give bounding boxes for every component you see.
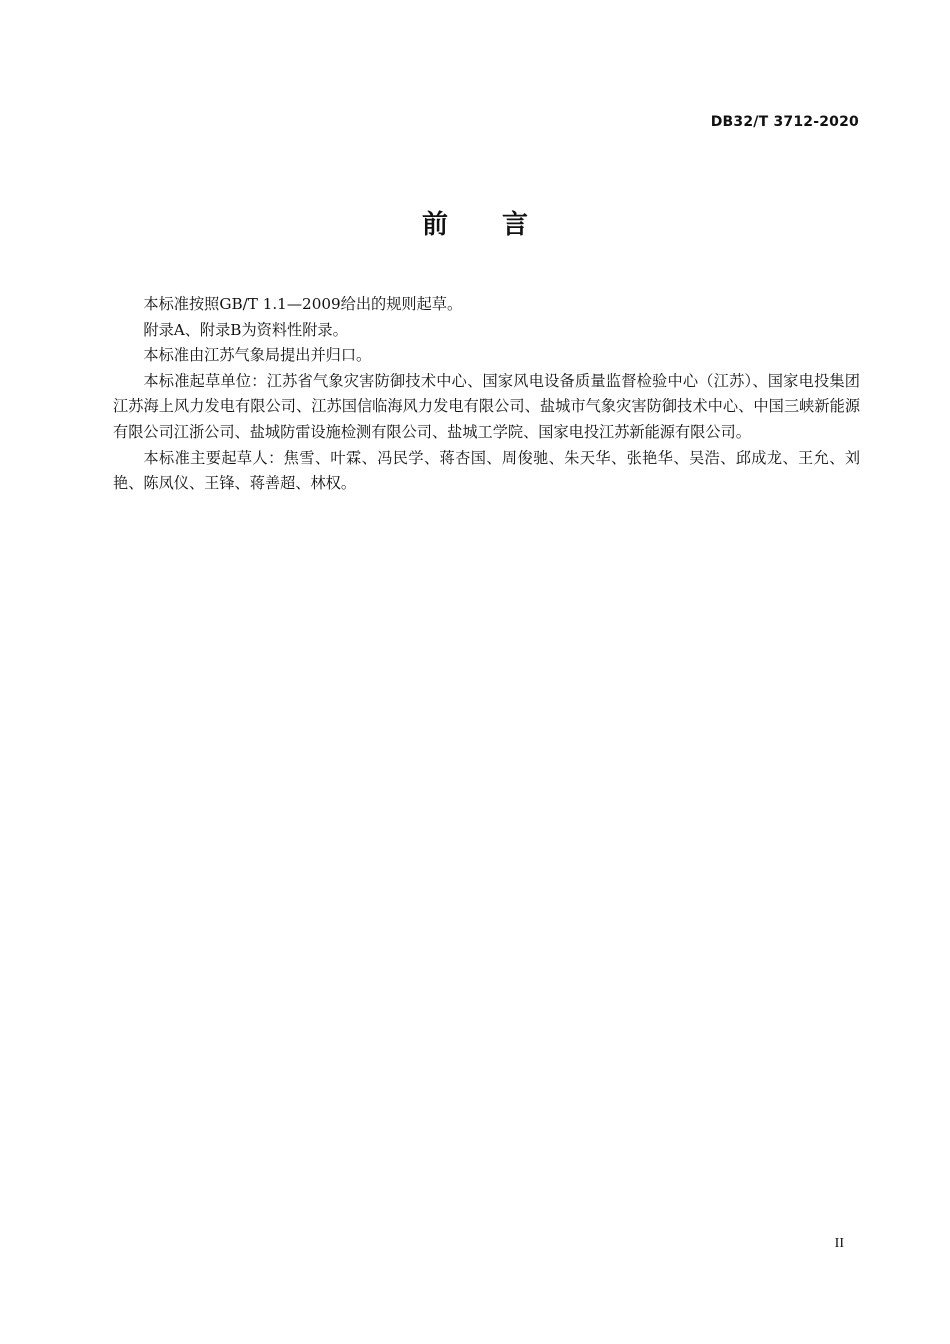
page-title bbox=[0, 204, 950, 241]
standard-code: DB32/T 3712-2020 bbox=[710, 114, 859, 130]
page-number: II bbox=[834, 1236, 844, 1251]
paragraph-drafting-units: 本标准起草单位：江苏省气象灾害防御技术中心、国家风电设备质量监督检验中心（江苏）、国家电投集团江苏海上风力发电有限公司、江苏国信临海风力发电有限公司、盐城市气象灾害防御技术中心、中国三峡新能源有限公司江浙公司、盐城防雷设施检测有限公司、盐城工学院、国家电投江苏新能源有限公司。 bbox=[113, 371, 860, 441]
foreword-body bbox=[113, 292, 860, 497]
paragraph-drafting-rules: 本标准按照GB/T 1.1—2009给出的规则起草。 bbox=[143, 295, 463, 313]
title-char-1: 前 bbox=[421, 210, 448, 240]
title-char-2: 言 bbox=[502, 210, 529, 240]
paragraph-drafters: 本标准主要起草人：焦雪、叶霖、冯民学、蒋杏国、周俊驰、朱天华、张艳华、吴浩、邱成龙、王允、刘艳、陈凤仪、王锋、蒋善超、林权。 bbox=[113, 448, 860, 493]
paragraph-proposer: 本标准由江苏气象局提出并归口。 bbox=[143, 346, 372, 365]
paragraph-appendices: 附录A、附录B为资料性附录。 bbox=[143, 320, 348, 339]
